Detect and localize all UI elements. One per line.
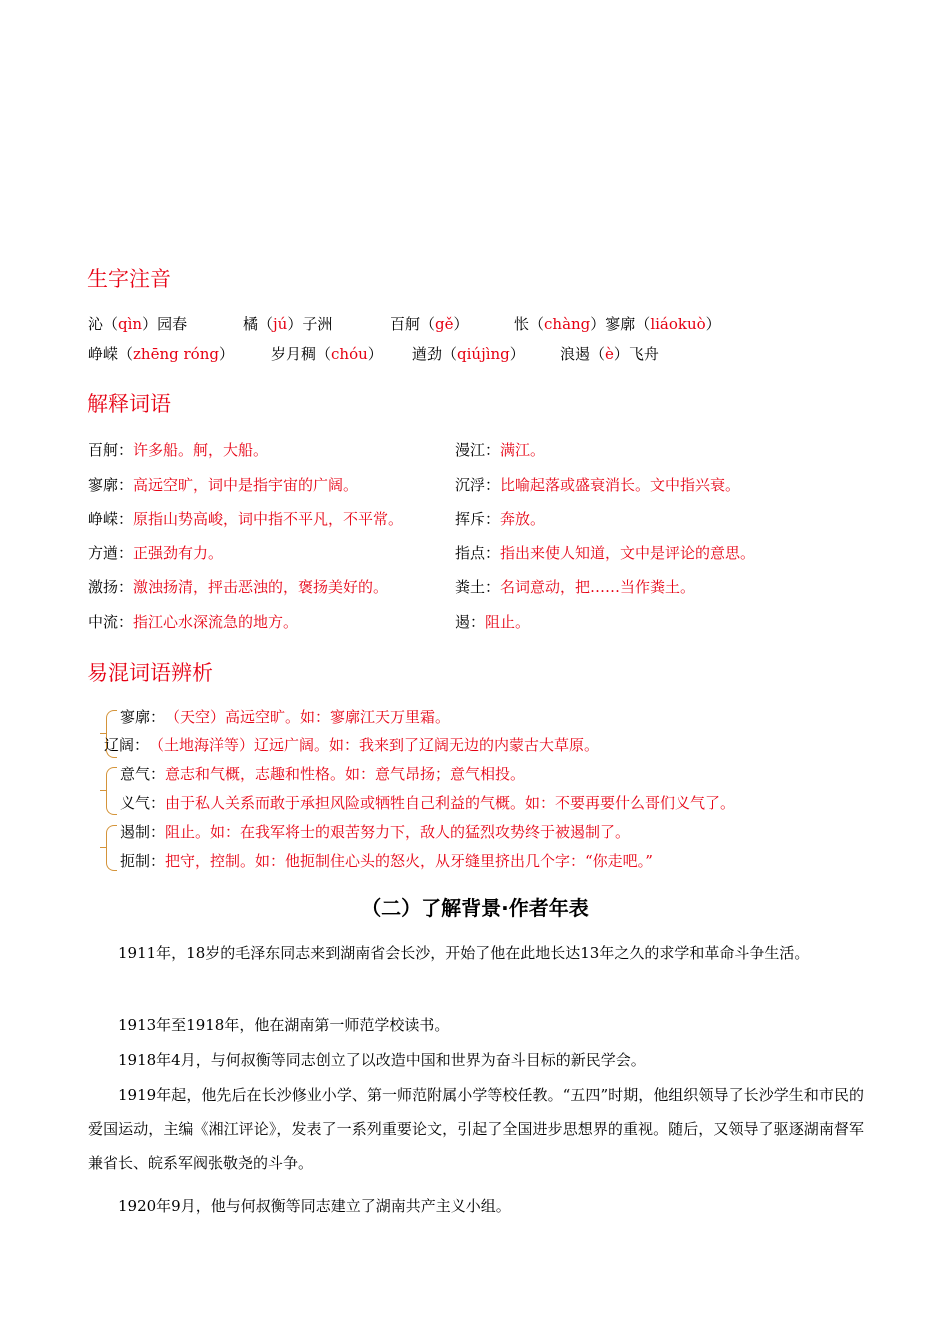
brace-icon <box>106 767 117 815</box>
background-paragraph: 1918年4月，与何叔衡等同志创立了以改造中国和世界为奋斗目标的新民学会。 <box>118 1051 646 1069</box>
pinyin-item: 浪遏（è）飞舟 <box>560 345 659 363</box>
explain-item: 中流：指江心水深流急的地方。 <box>88 613 299 631</box>
pinyin-item: 遒劲（qiújìng） <box>412 345 525 363</box>
explain-item: 峥嵘：原指山势高峻，词中指不平凡，不平常。 <box>88 510 404 528</box>
explain-item: 遏：阻止。 <box>455 613 531 631</box>
confuse-item: 寥廓：（天空）高远空旷。如：寥廓江天万里霜。 <box>120 708 451 726</box>
pinyin-item: 岁月稠（chóu） <box>271 345 383 363</box>
brace-icon <box>106 825 117 871</box>
pinyin-item: 沁（qìn）园春 <box>88 315 188 333</box>
confuse-item: 遏制：阻止。如：在我军将士的艰苦努力下，敌人的猛烈攻势终于被遏制了。 <box>120 823 631 841</box>
explain-item: 百舸：许多船。舸，大船。 <box>88 441 269 459</box>
confuse-item: 意气：意志和气概，志趣和性格。如：意气昂扬；意气相投。 <box>120 765 526 783</box>
explain-item: 粪土：名词意动，把……当作粪土。 <box>455 578 696 596</box>
background-paragraph: 1919年起，他先后在长沙修业小学、第一师范附属小学等校任教。“五四”时期，他组织领导了长沙学生和市民的爱国运动，主编《湘江评论》，发表了一系列重要论文，引起了全国进步思想界的重视。随后，又领导了驱逐湖南督军兼省长、皖系军阀张敬尧的斗争。 <box>88 1086 864 1172</box>
explain-item: 挥斥：奔放。 <box>455 510 546 528</box>
explain-item: 寥廓：高远空旷，词中是指宇宙的广阔。 <box>88 476 359 494</box>
background-paragraph: 1920年9月，他与何叔衡等同志建立了湖南共产主义小组。 <box>118 1197 511 1215</box>
confuse-item: 义气：由于私人关系而敢于承担风险或牺牲自己利益的气概。如：不要再要什么哥们义气了。 <box>120 794 736 812</box>
pinyin-item: 峥嵘（zhēng róng） <box>88 345 234 363</box>
background-paragraph: 1913年至1918年，他在湖南第一师范学校读书。 <box>118 1016 450 1034</box>
explain-item: 沉浮：比喻起落或盛衰消长。文中指兴衰。 <box>455 476 741 494</box>
explain-item: 指点：指出来使人知道，文中是评论的意思。 <box>455 544 756 562</box>
explain-item: 方遒：正强劲有力。 <box>88 544 224 562</box>
background-heading: （二）了解背景·作者年表 <box>361 896 589 920</box>
pinyin-item: 百舸（gě） <box>390 315 469 333</box>
explain-item: 漫江：满江。 <box>455 441 546 459</box>
brace-tip-icon <box>100 790 106 791</box>
explain-item: 激扬：激浊扬清，抨击恶浊的，褒扬美好的。 <box>88 578 389 596</box>
pinyin-section-title: 生字注音 <box>87 267 171 291</box>
pinyin-item: 怅（chàng）寥廓（liáokuò） <box>514 315 721 333</box>
brace-tip-icon <box>100 733 106 734</box>
confuse-item: 辽阔：（土地海洋等）辽远广阔。如：我来到了辽阔无边的内蒙古大草原。 <box>104 736 600 754</box>
background-paragraph: 1911年，18岁的毛泽东同志来到湖南省会长沙，开始了他在此地长达13年之久的求学和革命斗争生活。 <box>118 944 810 962</box>
explain-section-title: 解释词语 <box>87 392 171 416</box>
brace-tip-icon <box>100 847 106 848</box>
confuse-section-title: 易混词语辨析 <box>87 661 213 685</box>
pinyin-item: 橘（jú）子洲 <box>243 315 333 333</box>
confuse-item: 扼制：把守，控制。如：他扼制住心头的怒火，从牙缝里挤出几个字：“你走吧。” <box>120 852 653 870</box>
